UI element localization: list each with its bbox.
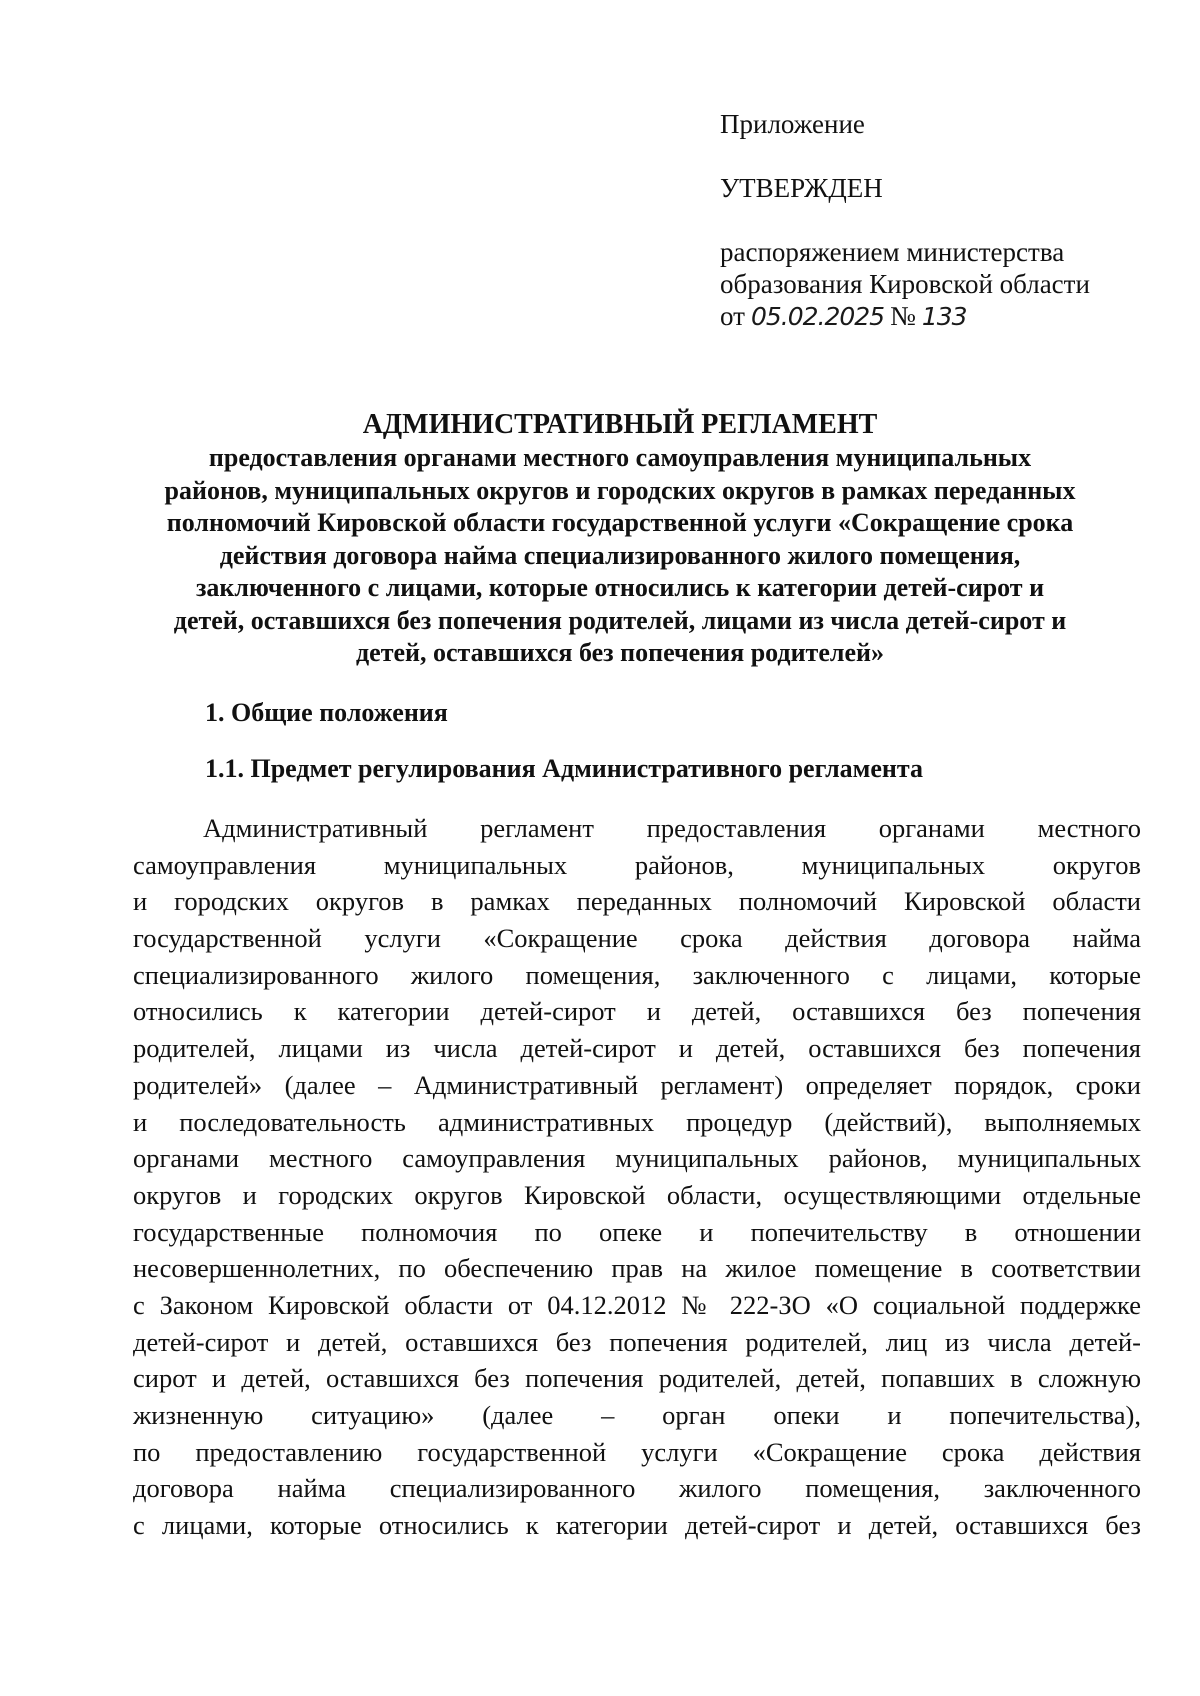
- title-block: [120, 408, 1120, 670]
- subtitle-line: детей, оставшихся без попечения родителей»: [356, 638, 884, 667]
- subtitle-line: действия договора найма специализированного жилого помещения,: [219, 540, 1021, 570]
- order-line-2: образования Кировской области: [720, 269, 1090, 299]
- section-heading-subject: 1.1. Предмет регулирования Административного регламента: [205, 754, 923, 783]
- body-line: детей-сирот и детей, оставшихся без попечения родителей, лиц из числа детей-: [133, 1326, 1141, 1357]
- date-prefix: от: [720, 301, 745, 331]
- appendix-label: Приложение: [720, 109, 865, 139]
- subtitle-line: полномочий Кировской области государственной услуги «Сокращение срока: [166, 508, 1074, 537]
- order-date-line: [720, 300, 1160, 333]
- subtitle-line: предоставления органами местного самоуправления муниципальных: [208, 443, 1032, 472]
- approved-label: УТВЕРЖДЕН: [720, 173, 883, 203]
- body-line: специализированного жилого помещения, заключенного с лицами, которые: [133, 959, 1141, 990]
- order-date-handwritten: 05.02.2025: [750, 302, 885, 331]
- body-line: относились к категории детей-сирот и детей, оставшихся без попечения: [133, 996, 1141, 1027]
- approval-block: [720, 108, 1160, 333]
- subtitle-line: районов, муниципальных округов и городских округов в рамках переданных: [164, 475, 1076, 505]
- body-line: и последовательность административных процедур (действий), выполняемых: [133, 1106, 1141, 1137]
- body-line: и городских округов в рамках переданных полномочий Кировской области: [133, 886, 1141, 917]
- body-line: родителей, лицами из числа детей-сирот и детей, оставшихся без попечения: [133, 1033, 1141, 1064]
- body-line: несовершеннолетних, по обеспечению прав на жилое помещение в соответствии: [133, 1253, 1141, 1284]
- body-line: сирот и детей, оставшихся без попечения родителей, детей, попавших в сложную: [133, 1363, 1141, 1394]
- order-number-handwritten: 133: [921, 302, 967, 331]
- subtitle-line: детей, оставшихся без попечения родителей, лицами из числа детей-сирот и: [173, 605, 1067, 635]
- body-line: договора найма специализированного жилого помещения, заключенного: [133, 1473, 1141, 1504]
- body-line: самоуправления муниципальных районов, муниципальных округов: [133, 849, 1141, 880]
- number-prefix: №: [890, 301, 916, 331]
- section-heading-general: 1. Общие положения: [205, 698, 448, 727]
- subtitle-line: заключенного с лицами, которые относились к категории детей-сирот и: [195, 573, 1045, 602]
- body-line: государственные полномочия по опеке и попечительству в отношении: [133, 1216, 1141, 1247]
- order-line-1: распоряжением министерства: [720, 237, 1065, 267]
- body-paragraph: [133, 810, 1141, 1544]
- body-line: округов и городских округов Кировской области, осуществляющими отдельные: [133, 1179, 1141, 1210]
- document-subtitle: [120, 442, 1120, 670]
- body-line: с лицами, которые относились к категории детей-сирот и детей, оставшихся без: [133, 1510, 1141, 1541]
- body-line: с Законом Кировской области от 04.12.2012 № 222-ЗО «О социальной поддержке: [133, 1289, 1141, 1320]
- document-title: АДМИНИСТРАТИВНЫЙ РЕГЛАМЕНТ: [362, 409, 878, 440]
- body-line: государственной услуги «Сокращение срока действия договора найма: [133, 923, 1141, 954]
- body-line: жизненную ситуацию» (далее – орган опеки и попечительства),: [133, 1400, 1141, 1430]
- body-line: Административный регламент предоставления органами местного: [203, 813, 1141, 843]
- body-line: органами местного самоуправления муниципальных районов, муниципальных: [133, 1143, 1141, 1174]
- body-line: по предоставлению государственной услуги «Сокращение срока действия: [133, 1436, 1141, 1467]
- body-line: родителей» (далее – Административный регламент) определяет порядок, сроки: [133, 1069, 1141, 1100]
